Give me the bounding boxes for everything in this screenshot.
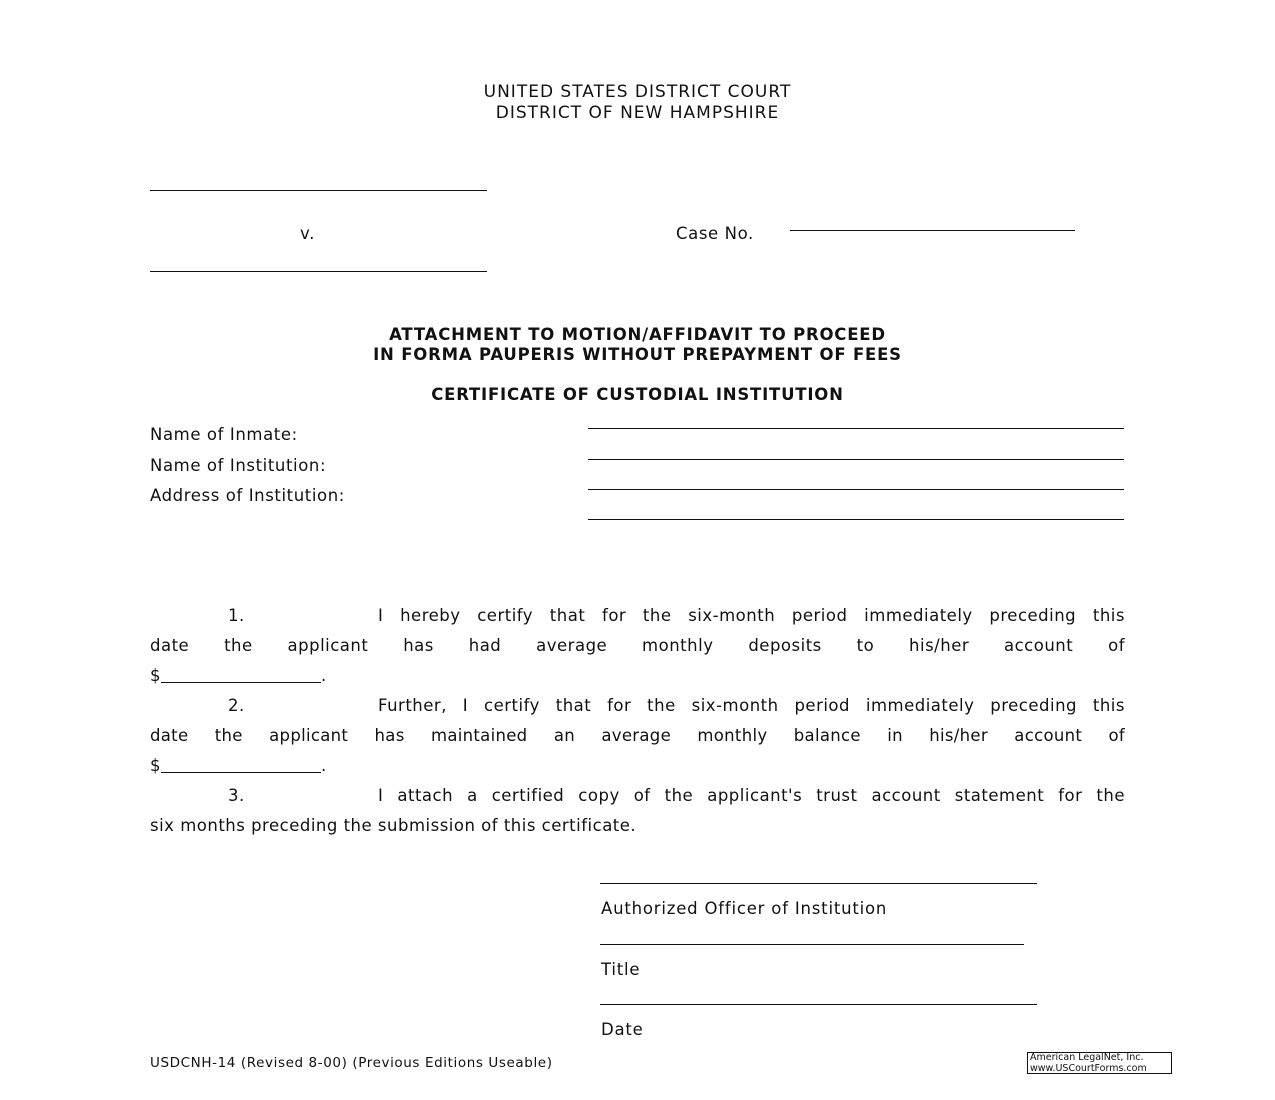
paragraph-3-number: 3. [228,786,245,805]
case-no-line[interactable] [790,230,1075,231]
publisher-stamp [1027,1052,1172,1074]
document-title-line2: IN FORMA PAUPERIS WITHOUT PREPAYMENT OF FEES [373,345,902,364]
certificate-title: CERTIFICATE OF CUSTODIAL INSTITUTION [431,385,844,404]
inmate-name-line[interactable] [588,428,1124,429]
balance-amount-blank[interactable] [161,758,321,773]
paragraph-1-line3: $ . [150,666,327,685]
case-no-label: Case No. [676,224,754,243]
paragraph-1-line1: 1. I hereby certify that for the six-month period immediately preceding this [150,601,1125,631]
document-title-line1: ATTACHMENT TO MOTION/AFFIDAVIT TO PROCEED [389,325,886,344]
institution-name-label: Name of Institution: [150,456,327,475]
title-signature-line[interactable] [600,944,1024,945]
court-name: UNITED STATES DISTRICT COURT [483,82,792,102]
paragraph-2-line3: $ . [150,756,327,775]
court-header [0,82,1275,124]
institution-address-label: Address of Institution: [150,486,345,505]
date-signature-line[interactable] [600,1004,1037,1005]
paragraph-2-line2: date the applicant has maintained an average monthly balance in his/her account of [150,726,1125,745]
paragraph-3-line2: six months preceding the submission of this certificate. [150,816,637,835]
form-identifier: USDCNH-14 (Revised 8-00) (Previous Editions Useable) [150,1055,553,1071]
defendant-line[interactable] [150,271,487,272]
institution-name-line[interactable] [588,459,1124,460]
date-signature-label: Date [601,1020,644,1039]
paragraph-2-line1: 2. Further, I certify that for the six-month period immediately preceding this [150,691,1125,721]
publisher-url[interactable]: www.USCourtForms.com [1030,1062,1147,1074]
versus-label: v. [300,224,315,243]
court-district: DISTRICT OF NEW HAMPSHIRE [495,103,780,123]
institution-address-line2[interactable] [588,519,1124,520]
paragraph-1-number: 1. [228,606,245,625]
paragraph-2-number: 2. [228,696,245,715]
certification-body [150,601,1125,841]
institution-address-line1[interactable] [588,489,1124,490]
plaintiff-line[interactable] [150,190,487,191]
deposits-amount-blank[interactable] [161,668,321,683]
officer-signature-label: Authorized Officer of Institution [601,899,888,918]
paragraph-3-line1: 3. I attach a certified copy of the applicant's trust account statement for the [150,781,1125,811]
inmate-name-label: Name of Inmate: [150,425,298,444]
publisher-name: American LegalNet, Inc. [1030,1052,1144,1063]
officer-signature-line[interactable] [600,883,1037,884]
paragraph-1-line2: date the applicant has had average monthly deposits to his/her account of [150,636,1125,655]
title-signature-label: Title [601,960,641,979]
